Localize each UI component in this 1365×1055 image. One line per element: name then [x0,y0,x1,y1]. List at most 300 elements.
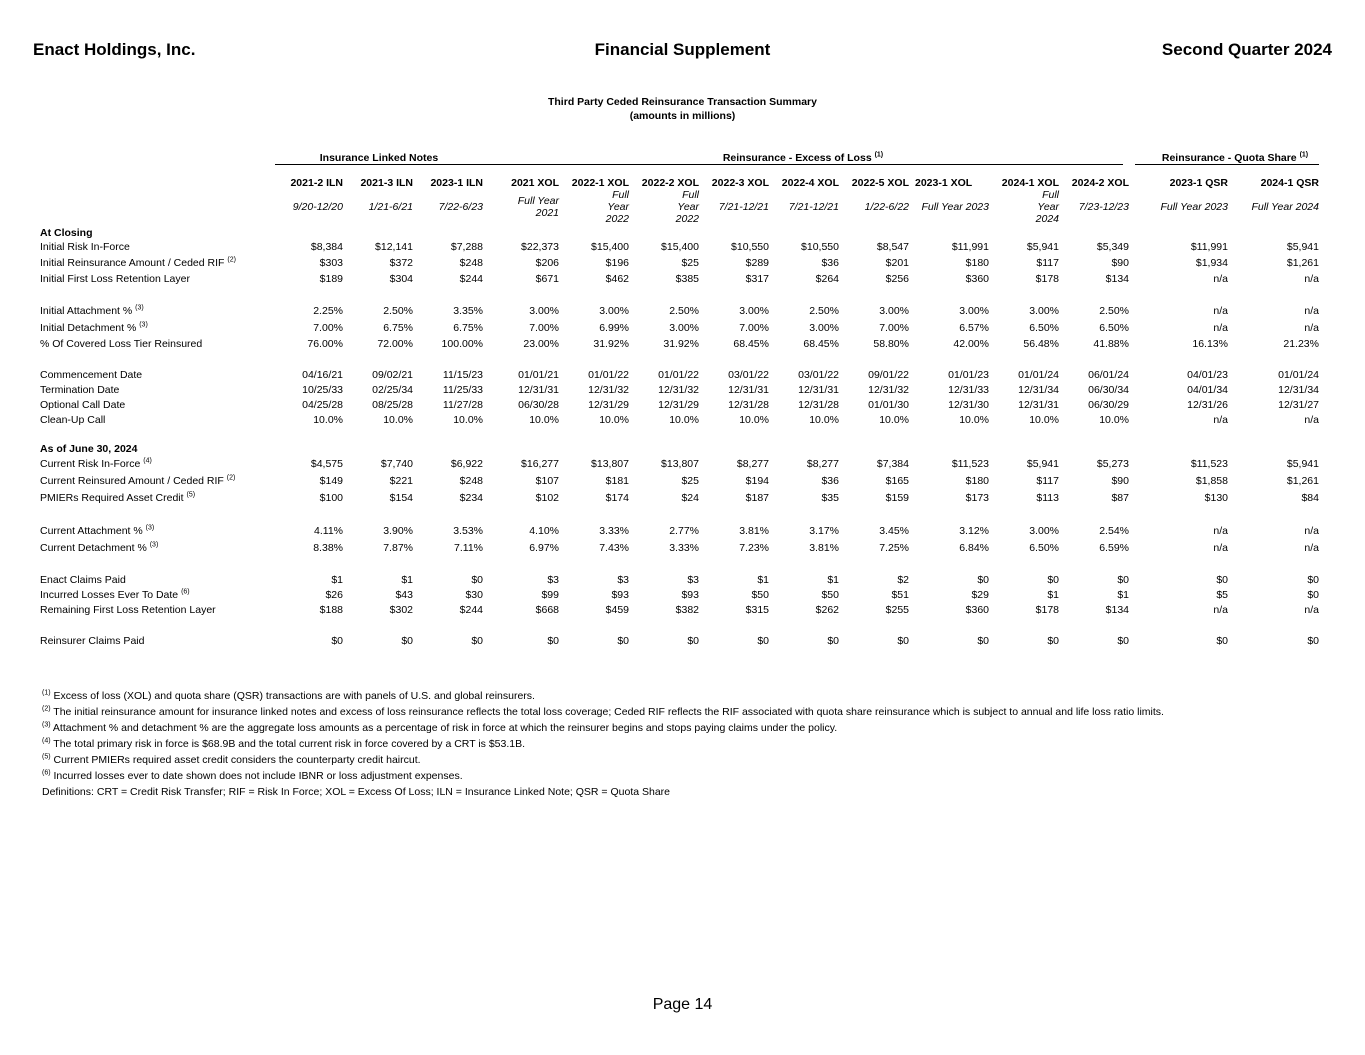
row-label-text: Remaining First Loss Retention Layer [40,603,216,616]
table-cell: 12/31/34 [1018,383,1059,396]
table-cell: $134 [1105,272,1129,285]
column-period: 7/21-12/21 [788,201,839,213]
table-cell: $180 [965,256,989,269]
table-cell: 7.00% [879,321,909,334]
table-cell: $256 [885,272,909,285]
table-cell: 01/01/22 [658,368,699,381]
table-cell: 12/31/31 [518,383,559,396]
table-row [40,539,1319,556]
table-cell: 7.11% [454,541,483,554]
table-cell: 12/31/34 [1278,383,1319,396]
table-cell: $206 [535,256,559,269]
table-cell: $459 [605,603,629,616]
table-cell: $24 [681,491,699,504]
table-cell: $5,941 [1286,240,1319,253]
section-spacer [275,225,343,239]
spacer-row [40,556,1319,572]
row-label-text: % Of Covered Loss Tier Reinsured [40,337,203,350]
table-cell: $15,400 [591,240,629,253]
column-header: 2022-1 XOL [571,177,629,189]
table-cell: n/a [1213,603,1228,616]
table-row [40,271,1319,286]
table-cell: 12/31/28 [798,398,839,411]
column-header: 2022-4 XOL [781,177,839,189]
table-cell: $3 [617,573,629,586]
table-cell: $30 [465,588,483,601]
row-label-text: Current Detachment % [40,541,147,554]
table-cell: 6.97% [529,541,559,554]
column-period: Full Year 2024 [1251,201,1319,213]
table-cell: 04/16/21 [302,368,343,381]
table-cell: $0 [1307,588,1319,601]
table-cell: 3.00% [879,304,909,317]
footnote [42,720,1164,736]
table-cell: $113 [1036,491,1059,504]
table-cell: n/a [1304,413,1319,426]
spacer-row [40,427,1319,441]
table-cell: 02/25/34 [372,383,413,396]
table-row [40,412,1319,427]
table-cell: $0 [1117,634,1129,647]
table-cell: $0 [1216,573,1228,586]
table-cell: $149 [319,474,343,487]
section-row [40,225,1319,239]
table-cell: $0 [401,634,413,647]
table-cell: 2.50% [669,304,699,317]
table-cell: $35 [821,491,839,504]
table-cell: $0 [977,634,989,647]
section-spacer [1059,441,1129,455]
table-cell: 4.11% [314,524,343,537]
table-cell: n/a [1213,321,1228,334]
column-header: 2021 XOL [511,177,559,189]
group-header-label: Reinsurance - Excess of Loss [722,152,872,164]
table-cell: 16.13% [1192,337,1228,350]
section-spacer [275,441,343,455]
table-cell: 10.0% [383,413,413,426]
definitions: Definitions: CRT = Credit Risk Transfer; RIF = Risk In Force; XOL = Excess Of Loss; ILN = Insurance Linked Note; QSR = Quota Share [42,786,671,798]
row-label [40,412,275,427]
table-cell: $0 [757,634,769,647]
column-header: 2023-1 XOL [915,177,973,189]
table-cell: 8.38% [313,541,343,554]
table-cell: 7.23% [739,541,769,554]
column-period: 7/21-12/21 [718,201,769,213]
table-cell: 3.90% [383,524,413,537]
table-cell: $3 [687,573,699,586]
table-cell: $8,277 [736,457,769,470]
table-cell: $8,547 [876,240,909,253]
table-cell: $10,550 [801,240,839,253]
section-row [40,441,1319,455]
row-label-text: Incurred Losses Ever To Date [40,588,179,601]
table-cell: 21.23% [1283,337,1319,350]
column-header: 2021-2 ILN [290,177,343,189]
table-row [40,336,1319,351]
table-cell: $0 [977,573,989,586]
table-cell: $0 [1307,634,1319,647]
table-cell: $5,349 [1096,240,1129,253]
row-label [40,397,275,412]
table-cell: 3.12% [959,524,989,537]
section-spacer [989,225,1059,239]
footnote-text: Incurred losses ever to date shown does not include IBNR or loss adjustment expenses. [53,770,463,782]
footnote-number: (1) [42,689,51,697]
footnote-ref: (1) [1299,151,1309,159]
table-cell: $5,941 [1026,240,1059,253]
table-cell: n/a [1304,304,1319,317]
table-cell: 2.54% [1099,524,1129,537]
spacer-cell [40,286,1319,302]
row-label-text: Current Reinsured Amount / Ceded RIF [40,474,224,487]
table-cell: 10.0% [669,413,699,426]
table-cell: $0 [1307,573,1319,586]
section-spacer [413,225,483,239]
table-cell: 7.00% [529,321,559,334]
table-cell: n/a [1213,304,1228,317]
table-cell: $304 [389,272,413,285]
table-cell: 6.75% [383,321,413,334]
table-cell: $315 [745,603,769,616]
footnote-number: (2) [42,705,51,713]
period-row [40,189,1319,225]
table-cell: 10.0% [1029,413,1059,426]
footnote-text: Excess of loss (XOL) and quota share (QSR) transactions are with panels of U.S. and global reinsurers. [53,690,535,702]
table-cell: 06/30/29 [1088,398,1129,411]
column-header: 2023-1 ILN [430,177,483,189]
table-row [40,302,1319,319]
table-row [40,239,1319,254]
spacer-cell [40,556,1319,572]
table-cell: 12/31/31 [1018,398,1059,411]
row-label-text: Commencement Date [40,368,143,381]
row-label [40,367,275,382]
table-cell: 42.00% [953,337,989,350]
table-cell: $117 [1036,474,1059,487]
row-label-text: Reinsurer Claims Paid [40,634,145,647]
table-cell: 12/31/31 [798,383,839,396]
table-cell: $0 [471,634,483,647]
spacer-cell [40,617,1319,633]
table-cell: 10.0% [313,413,343,426]
table-cell: $360 [965,272,989,285]
table-cell: 04/01/23 [1187,368,1228,381]
table-cell: $1,261 [1286,474,1319,487]
report-period: Second Quarter 2024 [1161,40,1332,59]
table-cell: $51 [891,588,909,601]
table-cell: $1 [757,573,769,586]
table-cell: 12/31/31 [728,383,769,396]
section-spacer [699,441,769,455]
table-cell: 11/15/23 [442,368,483,381]
column-header: 2022-2 XOL [641,177,699,189]
row-label-text: Initial Attachment % [40,304,133,317]
table-cell: $8,277 [806,457,839,470]
table-cell: 10/25/33 [302,383,343,396]
footnote [42,704,1164,720]
table-cell: $201 [885,256,909,269]
row-label [40,602,275,617]
row-label-text: PMIERs Required Asset Credit [40,491,184,504]
table-cell: $248 [459,474,483,487]
column-period: Full Year 2023 [921,201,989,213]
footnote-text: Current PMIERs required asset credit considers the counterparty credit haircut. [53,754,421,766]
table-cell: $93 [681,588,699,601]
footnote-number: (3) [42,721,51,729]
table-cell: 4.10% [529,524,559,537]
table-cell: 09/02/21 [372,368,413,381]
table-cell: $3 [547,573,559,586]
table-cell: $248 [459,256,483,269]
table-cell: $264 [815,272,839,285]
table-cell: 2.50% [809,304,839,317]
reinsurance-table [40,148,1319,648]
section-spacer [413,441,483,455]
table-cell: 10.0% [453,413,483,426]
table-cell: 68.45% [803,337,839,350]
table-title [0,95,1365,123]
table-cell: 68.45% [733,337,769,350]
table-cell: $221 [389,474,413,487]
company-name: Enact Holdings, Inc. [33,40,196,59]
column-header-row [40,165,1319,190]
spacer-row [40,617,1319,633]
row-label-text: Current Attachment % [40,524,143,537]
table-cell: $11,523 [951,457,989,470]
footnote-ref: (2) [227,256,236,263]
table-cell: 3.00% [1029,304,1059,317]
footnote-ref: (2) [226,474,236,481]
table-cell: $234 [459,491,483,504]
row-label [40,319,275,336]
table-cell: 6.99% [599,321,629,334]
table-cell: $36 [821,256,839,269]
section-spacer [629,441,699,455]
table-cell: $50 [751,588,769,601]
table-cell: 6.57% [959,321,989,334]
table-cell: 04/25/28 [302,398,343,411]
table-cell: n/a [1304,272,1319,285]
group-header [1129,148,1319,165]
table-cell: 41.88% [1093,337,1129,350]
table-row [40,602,1319,617]
group-header-label: Reinsurance - Quota Share [1161,152,1297,164]
group-header [275,148,483,165]
table-cell: $5,941 [1026,457,1059,470]
table-cell: $2 [897,573,909,586]
table-cell: 3.81% [739,524,769,537]
table-cell: $382 [675,603,699,616]
table-cell: 12/31/26 [1187,398,1228,411]
table-cell: 10.0% [599,413,629,426]
table-cell: n/a [1213,524,1228,537]
footnote [42,768,1164,784]
table-cell: $302 [389,603,413,616]
footnote-text: The initial reinsurance amount for insurance linked notes and excess of loss reinsurance reflects the total loss coverage; Ceded RIF reflects the RIF associated with quota share reinsurance which is subject to annual and life loss ratio limits. [53,706,1164,718]
table-cell: 3.33% [599,524,629,537]
column-period: Full Year 2022 [605,189,629,225]
table-cell: 01/01/24 [1018,368,1059,381]
group-spacer [40,148,275,165]
table-cell: $289 [745,256,769,269]
section-spacer [839,225,909,239]
table-cell: $0 [1047,634,1059,647]
spacer-row [40,286,1319,302]
table-cell: 12/31/32 [588,383,629,396]
table-cell: $36 [821,474,839,487]
column-header: 2023-1 QSR [1169,177,1228,189]
table-cell: $1 [331,573,343,586]
table-cell: $255 [885,603,909,616]
table-cell: 11/25/33 [442,383,483,396]
section-spacer [1228,225,1319,239]
column-header: 2022-5 XOL [851,177,909,189]
column-period: Full Year 2023 [1160,201,1228,213]
column-period: 7/23-12/23 [1078,201,1129,213]
row-label [40,633,275,648]
table-cell: n/a [1304,321,1319,334]
table-cell: $117 [1036,256,1059,269]
column-period: Full Year 2024 [1035,189,1059,225]
footnote-ref: (6) [181,588,190,595]
row-label-text: Initial Reinsurance Amount / Ceded RIF [40,256,225,269]
table-cell: $189 [319,272,343,285]
row-label [40,336,275,351]
spacer-row [40,506,1319,522]
table-cell: $173 [965,491,989,504]
table-cell: 12/31/33 [948,383,989,396]
table-cell: 10.0% [529,413,559,426]
table-cell: $90 [1111,474,1129,487]
period-spacer [40,189,275,225]
section-heading: At Closing [40,227,93,239]
column-period: Full Year 2022 [675,189,699,225]
table-cell: $0 [547,634,559,647]
table-cell: $1 [827,573,839,586]
section-spacer [1129,225,1228,239]
table-row [40,472,1319,489]
table-title-line1: Third Party Ceded Reinsurance Transaction Summary [547,96,817,108]
row-label-text: Optional Call Date [40,398,126,411]
table-cell: 72.00% [377,337,413,350]
row-label [40,302,275,319]
table-row [40,633,1319,648]
table-cell: 31.92% [663,337,699,350]
section-spacer [909,441,989,455]
table-cell: $159 [885,491,909,504]
table-cell: $15,400 [661,240,699,253]
table-cell: 08/25/28 [372,398,413,411]
table-cell: n/a [1304,541,1319,554]
table-cell: $187 [745,491,769,504]
table-row [40,382,1319,397]
table-cell: 01/01/24 [1278,368,1319,381]
table-cell: 3.00% [739,304,769,317]
table-cell: 06/01/24 [1088,368,1129,381]
footnote-ref: (3) [145,524,155,531]
row-label-text: Clean-Up Call [40,413,106,426]
spacer-cell [40,506,1319,522]
table-cell: $7,288 [450,240,483,253]
table-cell: 2.50% [1099,304,1129,317]
table-cell: 10.0% [879,413,909,426]
table-cell: $29 [971,588,989,601]
table-cell: 3.00% [529,304,559,317]
table-cell: $50 [821,588,839,601]
table-cell: $134 [1105,603,1129,616]
table-cell: 3.00% [959,304,989,317]
table-cell: $1 [1047,588,1059,601]
table-cell: 6.59% [1099,541,1129,554]
section-spacer [989,441,1059,455]
table-cell: 12/31/29 [588,398,629,411]
table-row [40,455,1319,472]
table-row [40,397,1319,412]
table-cell: $130 [1204,491,1228,504]
document-title: Financial Supplement [594,40,771,59]
table-cell: 7.25% [879,541,909,554]
table-cell: 76.00% [307,337,343,350]
section-spacer [699,225,769,239]
table-cell: $5,941 [1286,457,1319,470]
table-cell: $196 [605,256,629,269]
table-cell: 7.87% [383,541,413,554]
table-cell: 3.81% [809,541,839,554]
table-cell: 3.00% [669,321,699,334]
row-label [40,254,275,271]
section-spacer [483,225,559,239]
table-cell: 06/30/28 [518,398,559,411]
table-cell: 3.45% [879,524,909,537]
table-cell: $462 [605,272,629,285]
footnote-ref: (5) [186,491,196,498]
table-cell: $84 [1301,491,1319,504]
table-cell: $178 [1035,272,1059,285]
table-cell: n/a [1213,541,1228,554]
table-cell: $244 [459,272,483,285]
spacer-cell [40,351,1319,367]
table-cell: $25 [681,474,699,487]
table-cell: n/a [1213,413,1228,426]
table-cell: $102 [535,491,559,504]
footnote-ref: (3) [139,321,148,328]
table-cell: $0 [1216,634,1228,647]
table-cell: 7.43% [599,541,629,554]
table-cell: 3.00% [809,321,839,334]
table-cell: $165 [885,474,909,487]
table-cell: 6.84% [959,541,989,554]
footnote-number: (4) [42,737,51,745]
table-cell: $100 [319,491,343,504]
table-cell: 56.48% [1023,337,1059,350]
row-label [40,539,275,556]
table-cell: 12/31/28 [728,398,769,411]
table-cell: 10.0% [1099,413,1129,426]
table-cell: 3.17% [809,524,839,537]
group-header-row [40,148,1319,165]
table-cell: $11,523 [1190,457,1228,470]
row-label-text: Enact Claims Paid [40,573,126,586]
table-cell: 10.0% [809,413,839,426]
column-header: 2021-3 ILN [360,177,413,189]
table-cell: $181 [605,474,629,487]
table-cell: 3.35% [453,304,483,317]
table-cell: 03/01/22 [798,368,839,381]
row-label-text: Termination Date [40,383,120,396]
table-cell: $194 [745,474,769,487]
table-cell: 01/01/21 [518,368,559,381]
column-period: 1/22-6/22 [864,201,909,213]
